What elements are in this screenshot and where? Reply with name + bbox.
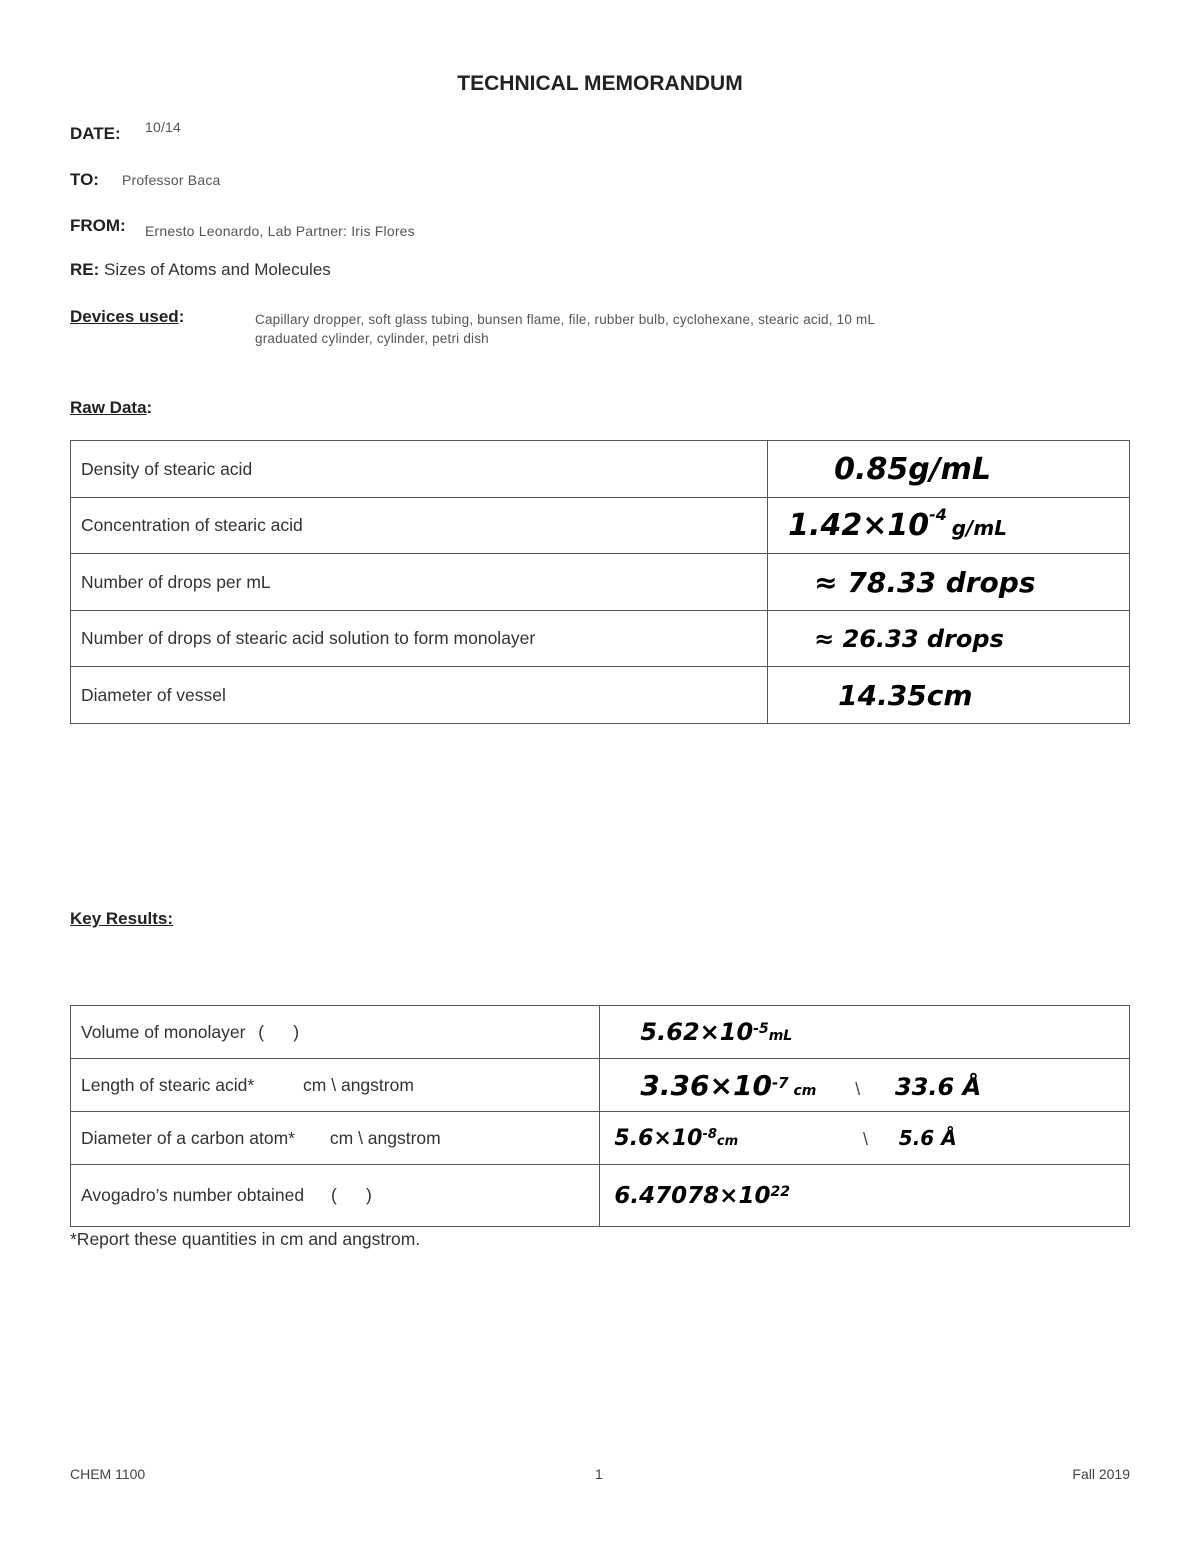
raw-value-concentration-cell — [768, 498, 1130, 554]
key-unit-length: cm \ angstrom — [303, 1074, 414, 1095]
raw-value-diameter-vessel: 14.35cm — [838, 678, 973, 712]
raw-value-concentration-exp: -4 — [929, 505, 947, 525]
key-sep-length: \ — [855, 1078, 861, 1099]
footer-term: Fall 2019 — [1072, 1466, 1130, 1482]
table-row — [71, 441, 1130, 498]
key-value-carbon-tail: cm — [716, 1133, 739, 1149]
devices-line-1: Capillary dropper, soft glass tubing, bunsen flame, file, rubber bulb, cyclohexane, stearic acid, 10 mL — [255, 312, 876, 327]
raw-value-density-cell — [768, 441, 1130, 498]
re-label: RE: — [70, 260, 100, 279]
date-value: 10/14 — [145, 119, 182, 135]
key-value-avogadro-cell — [600, 1165, 1130, 1227]
raw-label-density: Density of stearic acid — [71, 441, 768, 498]
devices-line-2: graduated cylinder, cylinder, petri dish — [255, 331, 489, 346]
key-label-length: Length of stearic acid* — [81, 1074, 255, 1095]
table-row — [71, 1165, 1130, 1227]
key-label-volume-cell — [71, 1006, 600, 1059]
key-label-volume: Volume of monolayer — [81, 1021, 246, 1042]
devices-colon: : — [178, 307, 185, 326]
raw-value-diameter-vessel-cell — [768, 667, 1130, 724]
table-row — [71, 554, 1130, 611]
raw-label-drops-per-ml: Number of drops per mL — [71, 554, 768, 611]
key-results-table — [70, 1005, 1130, 1227]
re-value: Sizes of Atoms and Molecules — [104, 260, 331, 279]
key-label-carbon-cell — [71, 1112, 600, 1165]
raw-label-drops-monolayer: Number of drops of stearic acid solution to form monolayer — [71, 611, 768, 667]
key-sep-carbon: \ — [863, 1128, 868, 1149]
key-value-volume-exp: -5 — [753, 1021, 769, 1038]
key-unit-avogadro: ( ) — [331, 1185, 372, 1205]
table-row — [71, 1059, 1130, 1112]
key-value2-carbon: 5.6 Å — [898, 1125, 957, 1150]
key-value-carbon-exp: -8 — [702, 1126, 717, 1142]
date-label: DATE: — [70, 124, 121, 143]
table-row — [71, 611, 1130, 667]
key-label-carbon: Diameter of a carbon atom* — [81, 1127, 295, 1148]
raw-value-drops-per-ml: ≈ 78.33 drops — [814, 565, 1036, 599]
raw-value-drops-monolayer: ≈ 26.33 drops — [814, 624, 1004, 653]
key-results-footnote: *Report these quantities in cm and angstrom. — [70, 1229, 421, 1249]
to-label: TO: — [70, 170, 99, 189]
key-value-length-tail: cm — [793, 1082, 817, 1099]
raw-data-colon: : — [146, 398, 153, 417]
key-value-length: 3.36×10 — [640, 1068, 772, 1102]
raw-value-concentration-unit: g/mL — [951, 516, 1007, 540]
key-unit-volume: ( ) — [258, 1021, 300, 1042]
devices-label: Devices used — [70, 307, 179, 326]
raw-label-diameter-vessel: Diameter of vessel — [71, 667, 768, 724]
re-line — [70, 260, 331, 280]
key-value-length-cell — [600, 1059, 1130, 1112]
raw-data-heading — [70, 398, 152, 418]
raw-data-label: Raw Data — [70, 398, 147, 417]
raw-value-concentration: 1.42×10 — [788, 508, 930, 543]
key-value-volume-cell — [600, 1006, 1130, 1059]
key-unit-carbon: cm \ angstrom — [329, 1127, 441, 1148]
key-value-length-exp: -7 — [771, 1073, 789, 1092]
footer-course: CHEM 1100 — [70, 1466, 146, 1482]
table-row — [71, 667, 1130, 724]
footer-page-number: 1 — [595, 1466, 603, 1482]
key-value-avogadro: 6.47078×10 — [614, 1182, 771, 1209]
key-value2-length: 33.6 Å — [895, 1072, 982, 1101]
key-label-avogadro: Avogadro’s number obtained — [81, 1185, 305, 1205]
table-row — [71, 1006, 1130, 1059]
key-value-carbon-cell — [600, 1112, 1130, 1165]
page-title: TECHNICAL MEMORANDUM — [457, 72, 743, 95]
raw-data-table — [70, 440, 1130, 724]
devices-heading — [70, 307, 184, 327]
key-value-carbon: 5.6×10 — [614, 1125, 703, 1151]
table-row — [71, 1112, 1130, 1165]
raw-label-concentration: Concentration of stearic acid — [71, 498, 768, 554]
table-row — [71, 498, 1130, 554]
key-value-avogadro-exp: 22 — [770, 1183, 790, 1200]
raw-value-drops-monolayer-cell — [768, 611, 1130, 667]
raw-value-density: 0.85g/mL — [834, 451, 991, 487]
key-value-volume: 5.62×10 — [640, 1018, 754, 1046]
to-value: Professor Baca — [122, 172, 221, 188]
from-value: Ernesto Leonardo, Lab Partner: Iris Flores — [145, 223, 415, 239]
raw-value-drops-per-ml-cell — [768, 554, 1130, 611]
key-results-label: Key Results: — [70, 909, 173, 928]
from-label: FROM: — [70, 216, 126, 235]
key-label-length-cell — [71, 1059, 600, 1112]
key-value-volume-tail: mL — [768, 1028, 793, 1044]
key-label-avogadro-cell — [71, 1165, 600, 1227]
